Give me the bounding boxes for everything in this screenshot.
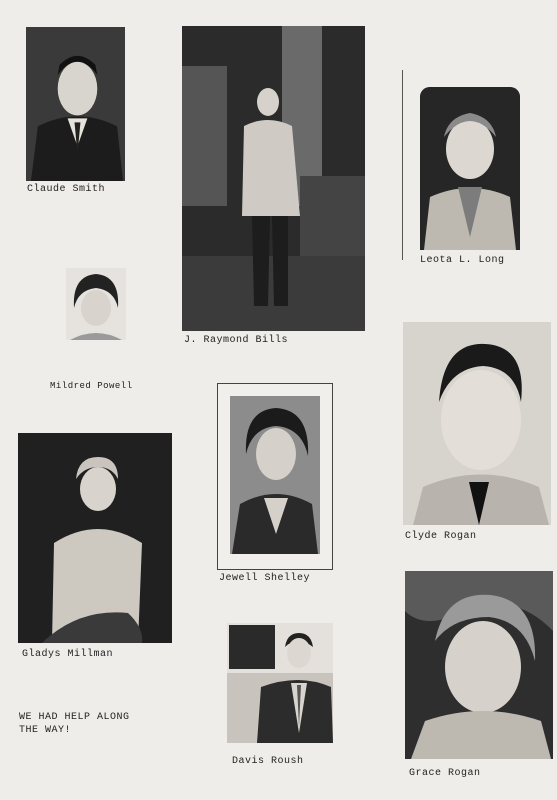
portrait-mildred-powell xyxy=(66,268,126,340)
portrait-j-raymond-bills xyxy=(182,26,365,331)
footer-note xyxy=(19,711,179,737)
caption-j-raymond-bills: J. Raymond Bills xyxy=(184,335,289,346)
caption-claude-smith: Claude Smith xyxy=(27,184,106,195)
portrait-grace-rogan xyxy=(405,571,553,759)
caption-grace-rogan: Grace Rogan xyxy=(409,768,481,779)
caption-jewell-shelley: Jewell Shelley xyxy=(219,573,311,584)
caption-gladys-millman: Gladys Millman xyxy=(22,649,114,660)
portrait-davis-roush xyxy=(227,623,333,743)
caption-clyde-rogan: Clyde Rogan xyxy=(405,531,477,542)
portrait-jewell-shelley xyxy=(217,383,333,570)
caption-leota-l-long: Leota L. Long xyxy=(420,255,505,266)
footer-note-line-2: THE WAY! xyxy=(19,725,72,736)
caption-davis-roush: Davis Roush xyxy=(232,756,304,767)
portrait-claude-smith xyxy=(26,27,125,181)
footer-note-line-1: WE HAD HELP ALONG xyxy=(19,712,130,723)
portrait-clyde-rogan xyxy=(403,322,551,525)
page-edge-line xyxy=(402,70,403,260)
portrait-gladys-millman xyxy=(18,433,172,643)
portrait-leota-l-long xyxy=(420,87,520,250)
caption-mildred-powell: Mildred Powell xyxy=(50,381,133,391)
